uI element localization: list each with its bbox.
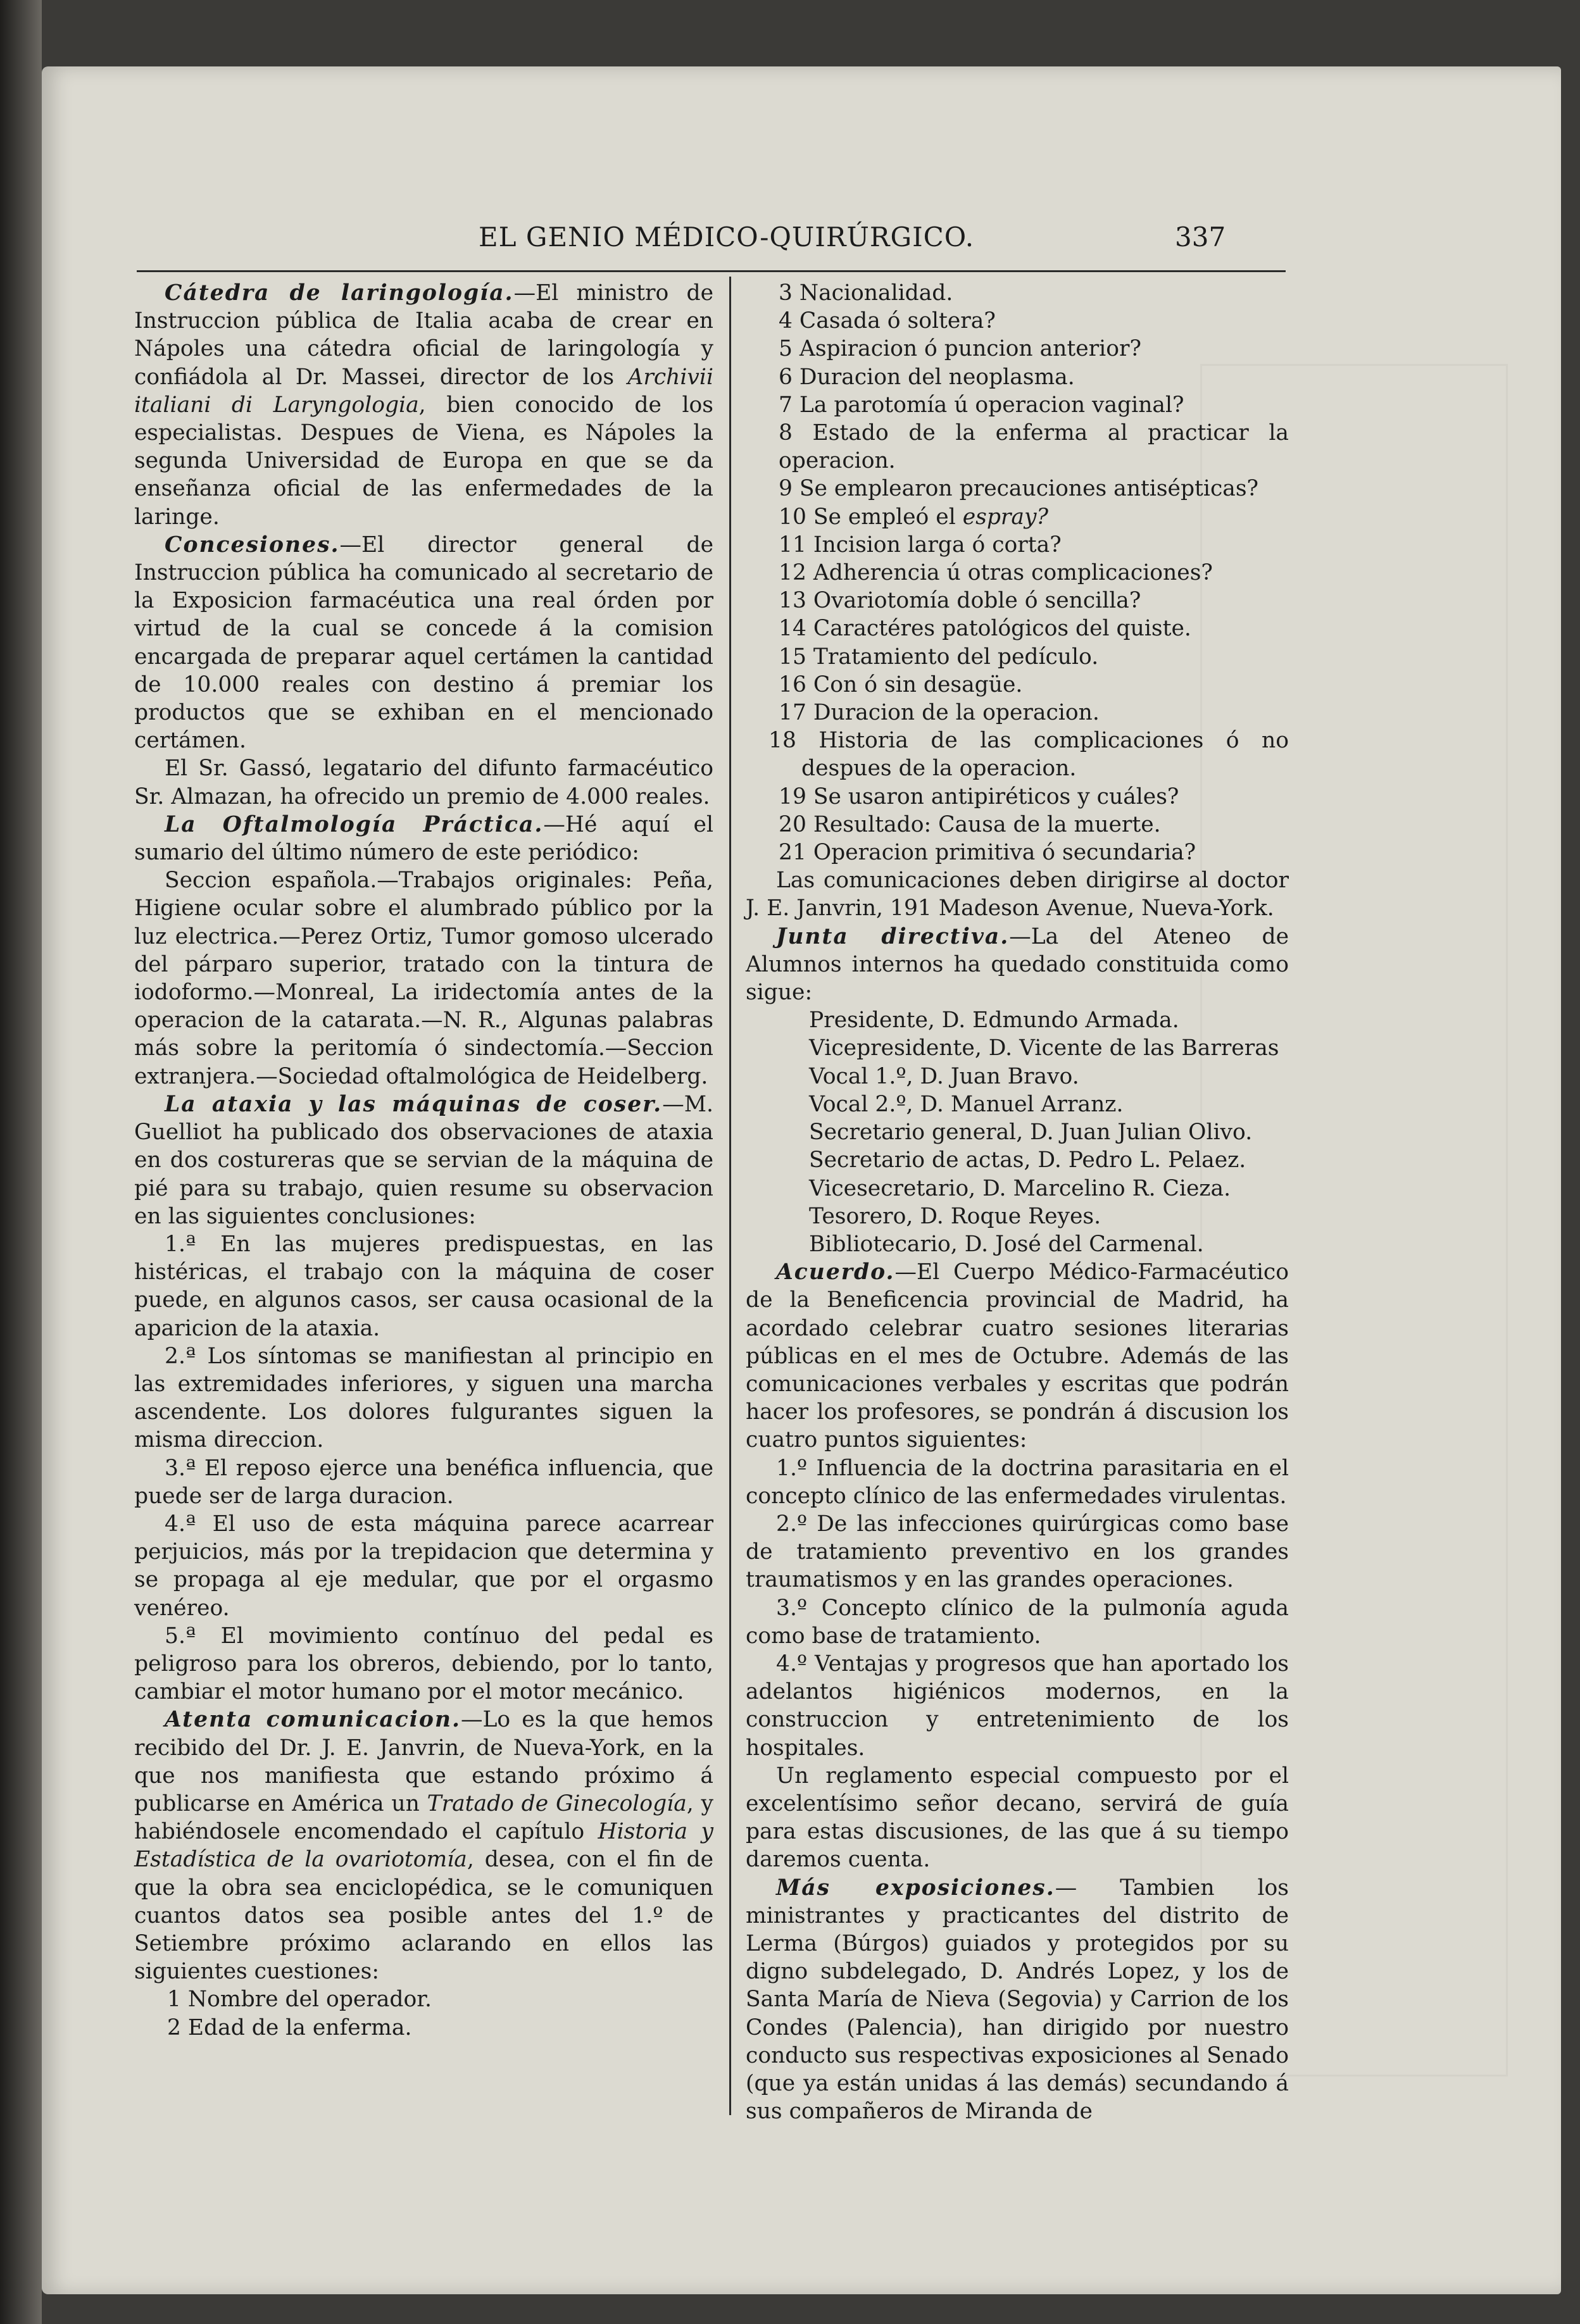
question-item: 10 Se empleó el espray? [779,504,1048,530]
question-item: 12 Adherencia ú otras complicaciones? [779,560,1213,586]
discussion-point-1: 1.º Influencia de la doctrina parasitaria en el concepto clínico de las enfermedades virulentas. [746,1455,1289,1509]
question-item: 17 Duracion de la operacion. [779,700,1100,726]
article-heading: Junta directiva. [776,923,1010,949]
member-line: Vocal 1.º, D. Juan Bravo. [809,1063,1079,1089]
paragraph-gasso: El Sr. Gassó, legatario del difunto farmacéutico Sr. Almazan, ha ofrecido un premio de 4.000 reales. [134,756,713,809]
member-line: Bibliotecario, D. José del Carmenal. [809,1231,1204,1257]
article-heading: Atenta comunicacion. [165,1707,461,1733]
column-divider [729,277,731,2115]
article-heading: Cátedra de laringología. [165,280,514,306]
article-ataxia: La ataxia y las máquinas de coser.—M. Guelliot ha publicado dos observaciones de ataxia en dos costureras que se servian de la máquina de pié para su trabajo, quien resume su observacion en las siguientes conclusiones: [134,1091,713,1229]
conclusion-3: 3.ª El reposo ejerce una benéfica influencia, que puede ser de larga duracion. [134,1455,713,1509]
conclusion-2: 2.ª Los síntomas se manifiestan al principio en las extremidades inferiores, y siguen una marcha ascendente. Los dolores fulgurantes siguen la misma direccion. [134,1343,713,1453]
member-line: Secretario general, D. Juan Julian Olivo. [809,1120,1253,1146]
paragraph-reglamento: Un reglamento especial compuesto por el excelentísimo señor decano, servirá de guía para estas discusiones, de las que á su tiempo daremos cuenta. [746,1763,1289,1873]
article-oftalmologia: La Oftalmología Práctica.—Hé aquí el sumario del último número de este periódico: [134,811,713,866]
article-heading: Concesiones. [165,532,340,558]
question-item: 3 Nacionalidad. [779,280,953,306]
question-item: 14 Caractéres patológicos del quiste. [779,616,1191,642]
question-item: 15 Tratamiento del pedículo. [779,644,1099,670]
question-item: 2 Edad de la enferma. [167,2015,412,2040]
discussion-point-3: 3.º Concepto clínico de la pulmonía aguda como base de tratamiento. [746,1595,1289,1649]
conclusion-5: 5.ª El movimiento contínuo del pedal es peligroso para los obreros, debiendo, por lo tanto, cambiar el motor humano por el motor mecánico. [134,1623,713,1705]
question-item: 8 Estado de la enferma al practicar la operacion. [779,420,1289,474]
question-item: 7 La parotomía ú operacion vaginal? [779,392,1184,418]
question-item: 1 Nombre del operador. [167,1987,432,2013]
member-line: Presidente, D. Edmundo Armada. [809,1008,1179,1034]
article-heading: La ataxia y las máquinas de coser. [165,1091,663,1117]
question-item: 18 Historia de las complicaciones ó no despues de la operacion. [768,728,1289,782]
book-binding [0,0,42,2324]
header-rule [137,270,1286,272]
question-item: 16 Con ó sin desagüe. [779,672,1023,697]
question-item: 20 Resultado: Causa de la muerte. [779,811,1161,837]
member-line: Tesorero, D. Roque Reyes. [809,1203,1101,1229]
left-column [134,279,713,2042]
member-line: Secretario de actas, D. Pedro L. Pelaez. [809,1147,1246,1173]
question-item: 21 Operacion primitiva ó secundaria? [779,840,1196,866]
question-item: 11 Incision larga ó corta? [779,532,1062,558]
member-line: Vocal 2.º, D. Manuel Arranz. [809,1091,1124,1117]
question-item: 4 Casada ó soltera? [779,308,996,334]
article-catedra: Cátedra de laringología.—El ministro de Instruccion pública de Italia acaba de crear en Nápoles una cátedra oficial de laringología y confiádola al Dr. Massei, director de los Archivii italiani di Laryngologia, bien conocido de los especialistas. Despues de Viena, es Nápoles la segunda Universidad de Europa en que se da enseñanza oficial de las enfermedades de la laringe. [134,280,713,530]
conclusion-4: 4.ª El uso de esta máquina parece acarrear perjuicios, más por la trepidacion que determina y se propaga al eje medular, que por el orgasmo venéreo. [134,1511,713,1621]
article-acuerdo: Acuerdo.—El Cuerpo Médico-Farmacéutico de la Beneficencia provincial de Madrid, ha acordado celebrar cuatro sesiones literarias públicas en el mes de Octubre. Además de las comunicaciones verbales y escritas que podrán hacer los profesores, se pondrán á discusion los cuatro puntos siguientes: [746,1259,1289,1453]
article-heading: La Oftalmología Práctica. [165,811,544,837]
article-junta: Junta directiva.—La del Ateneo de Alumnos internos ha quedado constituida como sigue: [746,923,1289,1006]
discussion-point-2: 2.º De las infecciones quirúrgicas como base de tratamiento preventivo en los grandes traumatismos y en las grandes operaciones. [746,1511,1289,1593]
page-number: 337 [1175,222,1226,253]
member-line: Vicesecretario, D. Marcelino R. Cieza. [809,1175,1231,1201]
discussion-point-4: 4.º Ventajas y progresos que han aportado los adelantos higiénicos modernos, en la construccion y entretenimiento de los hospitales. [746,1651,1289,1761]
question-item: 6 Duracion del neoplasma. [779,364,1075,390]
question-item: 9 Se emplearon precauciones antisépticas? [779,476,1259,502]
article-heading: Acuerdo. [776,1259,895,1285]
article-concesiones: Concesiones.—El director general de Instruccion pública ha comunicado al secretario de la Exposicion farmacéutica una real órden por virtud de la cual se concede á la comision encargada de preparar aquel certámen la cantidad de 10.000 reales con destino á premiar los productos que se exhiban en el mencionado certámen. [134,532,713,754]
article-exposiciones: Más exposiciones.— Tambien los ministrantes y practicantes del distrito de Lerma (Búrgos) guiados y protegidos por su digno subdelegado, D. Andrés Lopez, y los de Santa María de Nieva (Segovia) y Carrion de los Condes (Palencia), han dirigido por nuestro conducto sus respectivas exposiciones al Senado (que ya están unidas á las demás) secundando á sus compañeros de Miranda de [746,1875,1289,2125]
article-atenta: Atenta comunicacion.—Lo es la que hemos recibido del Dr. J. E. Janvrin, de Nueva-York, en la que nos manifiesta que estando próximo á publicarse en América un Tratado de Ginecología, y habiéndosele encomendado el capítulo Historia y Estadística de la ovariotomía, desea, con el fin de que la obra sea enciclopédica, se le comuniquen cuantos datos sea posible antes del 1.º de Setiembre próximo aclarando en ellos las siguientes cuestiones: [134,1707,713,1985]
question-item: 19 Se usaron antipiréticos y cuáles? [779,784,1179,809]
running-title: EL GENIO MÉDICO-QUIRÚRGICO. [479,222,975,253]
right-column [746,279,1289,2125]
paragraph-address: Las comunicaciones deben dirigirse al doctor J. E. Janvrin, 191 Madeson Avenue, Nueva-York. [746,868,1289,921]
paragraph-sumario: Seccion española.—Trabajos originales: Peña, Higiene ocular sobre el alumbrado público por la luz electrica.—Perez Ortiz, Tumor gomoso ulcerado del párparo superior, tratado con la tintura de iodoformo.—Monreal, La iridectomía antes de la operacion de la catarata.—N. R., Algunas palabras más sobre la peritomía ó sindectomía.—Seccion extranjera.—Sociedad oftalmológica de Heidelberg. [134,868,713,1089]
member-line: Vicepresidente, D. Vicente de las Barreras [809,1035,1279,1061]
conclusion-1: 1.ª En las mujeres predispuestas, en las histéricas, el trabajo con la máquina de coser puede, en algunos casos, ser causa ocasional de la aparicion de la ataxia. [134,1231,713,1341]
book-page [42,66,1561,2294]
question-item: 13 Ovariotomía doble ó sencilla? [779,588,1141,614]
article-heading: Más exposiciones. [776,1875,1055,1901]
question-item: 5 Aspiracion ó puncion anterior? [779,336,1141,362]
